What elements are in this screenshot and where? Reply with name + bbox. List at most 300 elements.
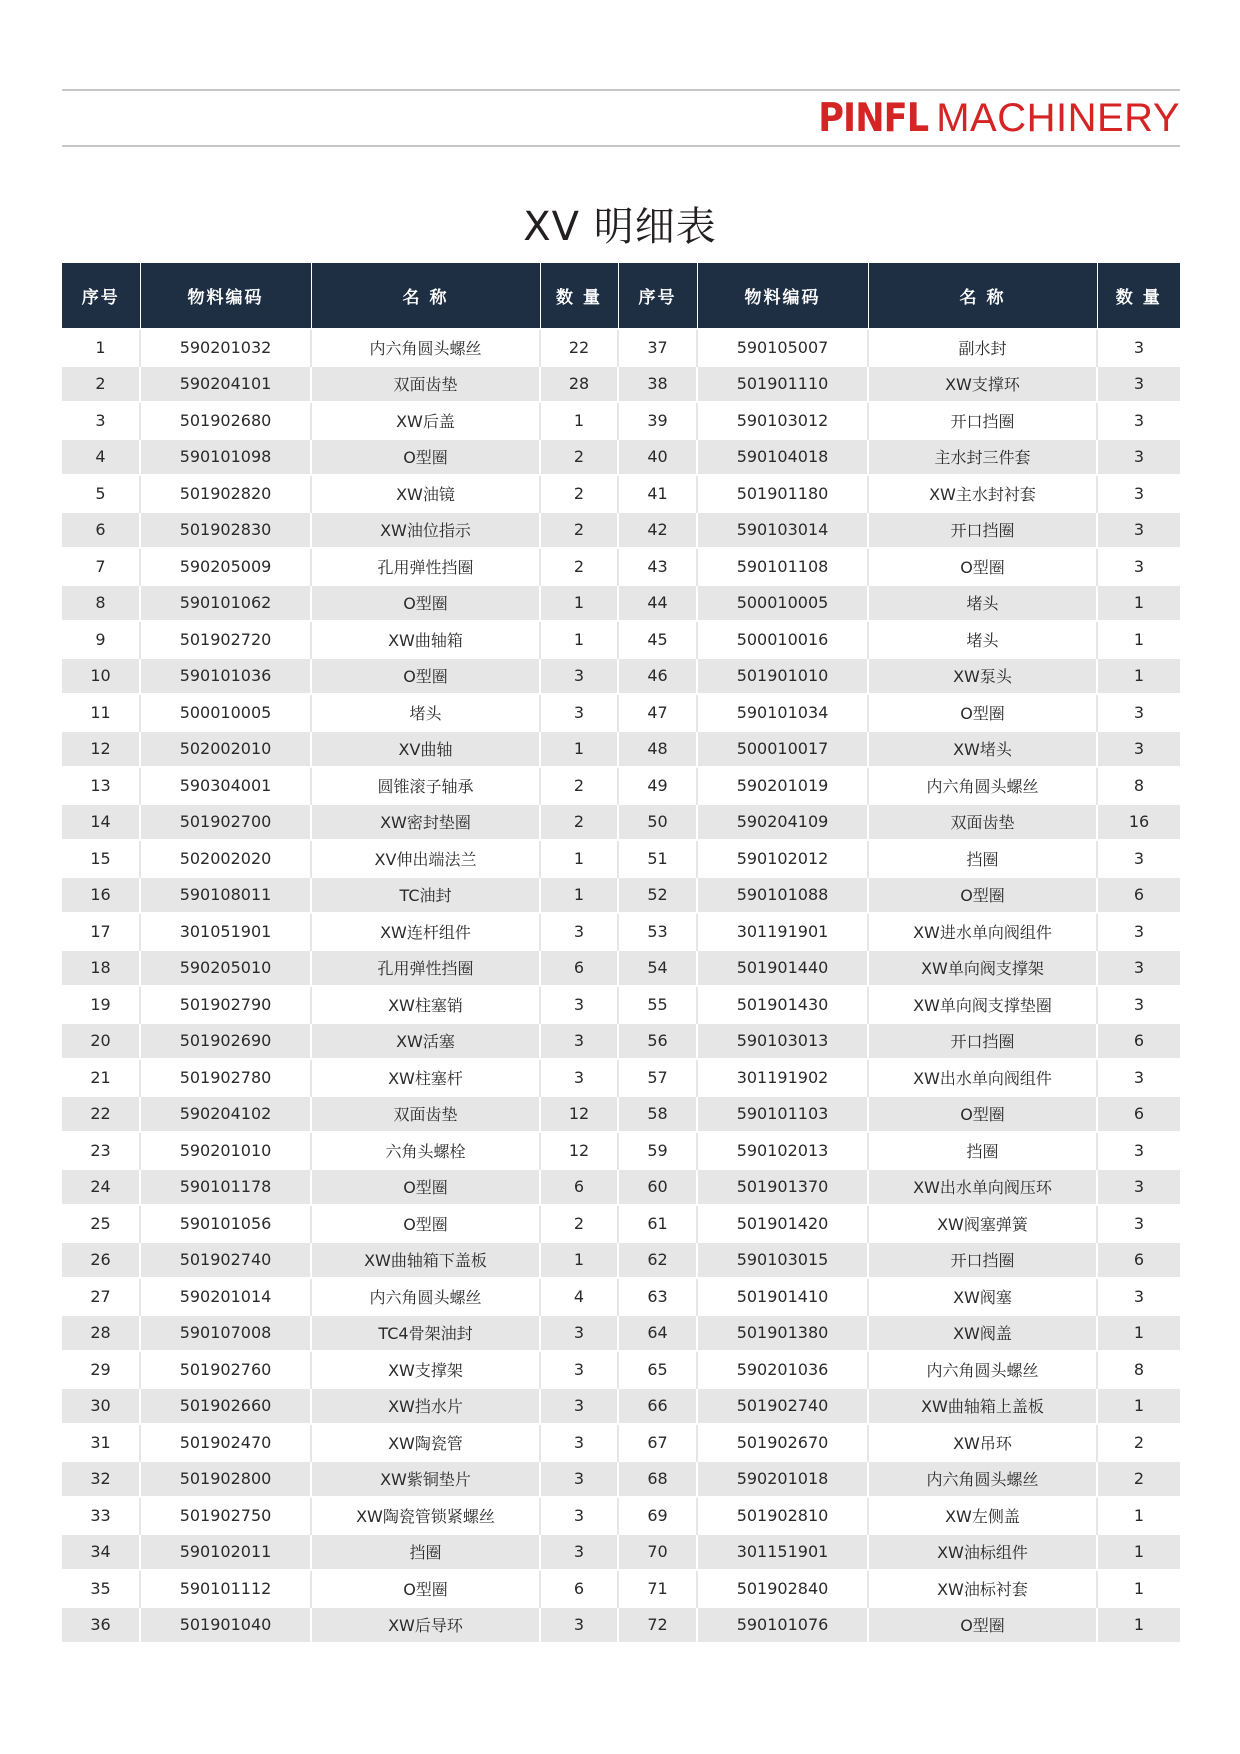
cell-code-2: 590101088 xyxy=(697,877,868,914)
cell-name: XW曲轴箱 xyxy=(311,621,540,658)
cell-index: 18 xyxy=(62,950,140,987)
cell-code: 501902760 xyxy=(140,1351,311,1388)
cell-code: 502002020 xyxy=(140,840,311,877)
cell-index-2: 59 xyxy=(618,1132,697,1169)
cell-code: 590101056 xyxy=(140,1205,311,1242)
cell-qty-2: 3 xyxy=(1097,512,1180,549)
table-row xyxy=(62,329,1180,366)
table-row xyxy=(62,1023,1180,1060)
cell-name: O型圈 xyxy=(311,1205,540,1242)
cell-code-2: 501901380 xyxy=(697,1315,868,1352)
cell-name: XV曲轴 xyxy=(311,731,540,768)
cell-index-2: 70 xyxy=(618,1534,697,1571)
cell-name-2: O型圈 xyxy=(868,1096,1097,1133)
cell-index-2: 49 xyxy=(618,767,697,804)
cell-code: 501902700 xyxy=(140,804,311,841)
cell-qty-2: 3 xyxy=(1097,475,1180,512)
cell-index: 3 xyxy=(62,402,140,439)
cell-code-2: 301191902 xyxy=(697,1059,868,1096)
cell-index-2: 57 xyxy=(618,1059,697,1096)
cell-index-2: 43 xyxy=(618,548,697,585)
cell-qty: 3 xyxy=(540,1607,618,1643)
cell-code-2: 590102013 xyxy=(697,1132,868,1169)
cell-qty: 2 xyxy=(540,512,618,549)
cell-index-2: 47 xyxy=(618,694,697,731)
cell-qty-2: 2 xyxy=(1097,1461,1180,1498)
cell-name-2: XW单向阀支撑架 xyxy=(868,950,1097,987)
table-row xyxy=(62,1278,1180,1315)
cell-name-2: O型圈 xyxy=(868,877,1097,914)
cell-qty-2: 1 xyxy=(1097,1534,1180,1571)
cell-code: 590101112 xyxy=(140,1570,311,1607)
header-rule-top xyxy=(62,89,1180,91)
cell-index: 36 xyxy=(62,1607,140,1643)
cell-code: 590101098 xyxy=(140,439,311,476)
cell-name: XW油镜 xyxy=(311,475,540,512)
cell-qty-2: 3 xyxy=(1097,1132,1180,1169)
cell-code: 502002010 xyxy=(140,731,311,768)
cell-name-2: XW主水封衬套 xyxy=(868,475,1097,512)
cell-index-2: 53 xyxy=(618,913,697,950)
cell-qty-2: 1 xyxy=(1097,621,1180,658)
cell-qty: 12 xyxy=(540,1132,618,1169)
cell-index: 25 xyxy=(62,1205,140,1242)
cell-index: 4 xyxy=(62,439,140,476)
cell-qty: 1 xyxy=(540,621,618,658)
cell-index: 15 xyxy=(62,840,140,877)
cell-code-2: 590103015 xyxy=(697,1242,868,1279)
cell-index: 34 xyxy=(62,1534,140,1571)
cell-qty-2: 3 xyxy=(1097,439,1180,476)
cell-index-2: 58 xyxy=(618,1096,697,1133)
cell-qty: 1 xyxy=(540,402,618,439)
cell-qty-2: 6 xyxy=(1097,1096,1180,1133)
cell-name: XW后盖 xyxy=(311,402,540,439)
cell-qty-2: 3 xyxy=(1097,548,1180,585)
cell-index: 17 xyxy=(62,913,140,950)
cell-index: 24 xyxy=(62,1169,140,1206)
cell-code: 590101178 xyxy=(140,1169,311,1206)
table-row xyxy=(62,621,1180,658)
cell-qty-2: 3 xyxy=(1097,1205,1180,1242)
cell-name: 圆锥滚子轴承 xyxy=(311,767,540,804)
cell-code-2: 501901440 xyxy=(697,950,868,987)
cell-code: 501901040 xyxy=(140,1607,311,1643)
col-header-qty-2: 数 量 xyxy=(1097,263,1180,329)
cell-index: 10 xyxy=(62,658,140,695)
cell-index-2: 64 xyxy=(618,1315,697,1352)
cell-name: XW油位指示 xyxy=(311,512,540,549)
cell-index: 16 xyxy=(62,877,140,914)
table-row xyxy=(62,366,1180,403)
cell-index-2: 46 xyxy=(618,658,697,695)
parts-table xyxy=(62,263,1180,1642)
cell-qty: 6 xyxy=(540,1570,618,1607)
cell-name-2: 堵头 xyxy=(868,585,1097,622)
cell-index-2: 67 xyxy=(618,1424,697,1461)
cell-name: XV伸出端法兰 xyxy=(311,840,540,877)
cell-name-2: O型圈 xyxy=(868,1607,1097,1643)
cell-code-2: 501901430 xyxy=(697,986,868,1023)
brand-logo: PINFL xyxy=(818,95,929,141)
cell-index: 35 xyxy=(62,1570,140,1607)
cell-qty: 1 xyxy=(540,877,618,914)
cell-code: 501902690 xyxy=(140,1023,311,1060)
cell-code: 590205010 xyxy=(140,950,311,987)
col-header-name-2: 名 称 xyxy=(868,263,1097,329)
cell-index: 21 xyxy=(62,1059,140,1096)
cell-name-2: 双面齿垫 xyxy=(868,804,1097,841)
cell-code-2: 500010016 xyxy=(697,621,868,658)
cell-code: 590201010 xyxy=(140,1132,311,1169)
table-row xyxy=(62,1315,1180,1352)
cell-index-2: 68 xyxy=(618,1461,697,1498)
cell-index: 7 xyxy=(62,548,140,585)
cell-index: 29 xyxy=(62,1351,140,1388)
cell-name-2: 开口挡圈 xyxy=(868,1242,1097,1279)
cell-code: 501902780 xyxy=(140,1059,311,1096)
cell-index: 9 xyxy=(62,621,140,658)
cell-name: XW陶瓷管 xyxy=(311,1424,540,1461)
cell-code: 590204102 xyxy=(140,1096,311,1133)
cell-qty: 2 xyxy=(540,1205,618,1242)
cell-name: 内六角圆头螺丝 xyxy=(311,329,540,366)
cell-name: XW紫铜垫片 xyxy=(311,1461,540,1498)
cell-qty: 3 xyxy=(540,1351,618,1388)
cell-index-2: 40 xyxy=(618,439,697,476)
cell-index: 12 xyxy=(62,731,140,768)
cell-code-2: 590101108 xyxy=(697,548,868,585)
cell-name-2: 挡圈 xyxy=(868,840,1097,877)
cell-index: 14 xyxy=(62,804,140,841)
cell-qty: 3 xyxy=(540,658,618,695)
table-row xyxy=(62,548,1180,585)
cell-qty-2: 8 xyxy=(1097,1351,1180,1388)
cell-code: 501902790 xyxy=(140,986,311,1023)
cell-code-2: 301151901 xyxy=(697,1534,868,1571)
cell-name-2: XW左侧盖 xyxy=(868,1497,1097,1534)
cell-code: 590304001 xyxy=(140,767,311,804)
cell-code-2: 500010005 xyxy=(697,585,868,622)
table-row xyxy=(62,1461,1180,1498)
cell-index: 6 xyxy=(62,512,140,549)
cell-index-2: 41 xyxy=(618,475,697,512)
cell-qty-2: 1 xyxy=(1097,1570,1180,1607)
cell-qty-2: 3 xyxy=(1097,913,1180,950)
cell-qty-2: 1 xyxy=(1097,1497,1180,1534)
cell-qty-2: 3 xyxy=(1097,366,1180,403)
table-row xyxy=(62,512,1180,549)
cell-name-2: XW油标衬套 xyxy=(868,1570,1097,1607)
cell-code: 590201014 xyxy=(140,1278,311,1315)
cell-index: 2 xyxy=(62,366,140,403)
table-header-row xyxy=(62,263,1180,329)
table-row xyxy=(62,1351,1180,1388)
cell-qty: 3 xyxy=(540,1534,618,1571)
cell-index: 19 xyxy=(62,986,140,1023)
cell-qty: 3 xyxy=(540,694,618,731)
table-row xyxy=(62,402,1180,439)
cell-code-2: 501902840 xyxy=(697,1570,868,1607)
cell-name: XW支撑架 xyxy=(311,1351,540,1388)
cell-index: 27 xyxy=(62,1278,140,1315)
cell-qty-2: 6 xyxy=(1097,1023,1180,1060)
cell-index-2: 42 xyxy=(618,512,697,549)
cell-index-2: 44 xyxy=(618,585,697,622)
cell-code-2: 501901110 xyxy=(697,366,868,403)
cell-index-2: 45 xyxy=(618,621,697,658)
cell-code: 501902800 xyxy=(140,1461,311,1498)
cell-name-2: 堵头 xyxy=(868,621,1097,658)
cell-qty: 3 xyxy=(540,986,618,1023)
table-row xyxy=(62,804,1180,841)
cell-index-2: 38 xyxy=(618,366,697,403)
cell-name-2: XW泵头 xyxy=(868,658,1097,695)
cell-name: XW曲轴箱下盖板 xyxy=(311,1242,540,1279)
cell-qty-2: 3 xyxy=(1097,1059,1180,1096)
cell-qty-2: 1 xyxy=(1097,658,1180,695)
cell-qty-2: 3 xyxy=(1097,329,1180,366)
cell-qty-2: 6 xyxy=(1097,877,1180,914)
cell-code-2: 501901010 xyxy=(697,658,868,695)
col-header-index: 序号 xyxy=(62,263,140,329)
cell-qty: 2 xyxy=(540,439,618,476)
cell-name-2: 开口挡圈 xyxy=(868,1023,1097,1060)
cell-code: 590204101 xyxy=(140,366,311,403)
cell-qty-2: 1 xyxy=(1097,585,1180,622)
cell-index-2: 62 xyxy=(618,1242,697,1279)
cell-name-2: XW阀塞 xyxy=(868,1278,1097,1315)
cell-code-2: 501901410 xyxy=(697,1278,868,1315)
cell-code: 590101036 xyxy=(140,658,311,695)
cell-name-2: XW单向阀支撑垫圈 xyxy=(868,986,1097,1023)
table-row xyxy=(62,767,1180,804)
cell-name: O型圈 xyxy=(311,1169,540,1206)
cell-index: 20 xyxy=(62,1023,140,1060)
cell-qty-2: 3 xyxy=(1097,694,1180,731)
table-row xyxy=(62,877,1180,914)
cell-name: 堵头 xyxy=(311,694,540,731)
cell-qty: 2 xyxy=(540,548,618,585)
table-row xyxy=(62,1169,1180,1206)
cell-name-2: 主水封三件套 xyxy=(868,439,1097,476)
table-row xyxy=(62,658,1180,695)
cell-name-2: O型圈 xyxy=(868,694,1097,731)
cell-qty: 6 xyxy=(540,950,618,987)
cell-code: 501902750 xyxy=(140,1497,311,1534)
cell-name-2: XW出水单向阀压环 xyxy=(868,1169,1097,1206)
cell-code: 590108011 xyxy=(140,877,311,914)
cell-qty-2: 1 xyxy=(1097,1607,1180,1643)
cell-name-2: 挡圈 xyxy=(868,1132,1097,1169)
cell-qty: 3 xyxy=(540,1023,618,1060)
cell-index-2: 54 xyxy=(618,950,697,987)
cell-name: XW陶瓷管锁紧螺丝 xyxy=(311,1497,540,1534)
cell-index-2: 37 xyxy=(618,329,697,366)
cell-name-2: XW曲轴箱上盖板 xyxy=(868,1388,1097,1425)
table-row xyxy=(62,1096,1180,1133)
cell-code-2: 590104018 xyxy=(697,439,868,476)
cell-index: 13 xyxy=(62,767,140,804)
table-row xyxy=(62,986,1180,1023)
cell-index: 22 xyxy=(62,1096,140,1133)
cell-index-2: 66 xyxy=(618,1388,697,1425)
cell-name-2: XW油标组件 xyxy=(868,1534,1097,1571)
cell-qty-2: 6 xyxy=(1097,1242,1180,1279)
cell-index-2: 52 xyxy=(618,877,697,914)
cell-code: 501902680 xyxy=(140,402,311,439)
table-row xyxy=(62,1570,1180,1607)
table-row xyxy=(62,1242,1180,1279)
cell-code: 590101062 xyxy=(140,585,311,622)
cell-name: O型圈 xyxy=(311,658,540,695)
cell-qty-2: 3 xyxy=(1097,986,1180,1023)
cell-code-2: 590201019 xyxy=(697,767,868,804)
cell-index-2: 71 xyxy=(618,1570,697,1607)
cell-name-2: XW支撑环 xyxy=(868,366,1097,403)
cell-name: TC油封 xyxy=(311,877,540,914)
cell-name-2: XW吊环 xyxy=(868,1424,1097,1461)
cell-code-2: 301191901 xyxy=(697,913,868,950)
cell-name-2: XW出水单向阀组件 xyxy=(868,1059,1097,1096)
cell-index-2: 55 xyxy=(618,986,697,1023)
cell-name: XW活塞 xyxy=(311,1023,540,1060)
cell-code: 301051901 xyxy=(140,913,311,950)
cell-qty: 4 xyxy=(540,1278,618,1315)
cell-code: 590205009 xyxy=(140,548,311,585)
cell-index: 26 xyxy=(62,1242,140,1279)
cell-index-2: 48 xyxy=(618,731,697,768)
cell-qty: 3 xyxy=(540,1388,618,1425)
cell-qty-2: 2 xyxy=(1097,1424,1180,1461)
cell-name-2: 内六角圆头螺丝 xyxy=(868,1351,1097,1388)
cell-code: 501902470 xyxy=(140,1424,311,1461)
cell-index-2: 69 xyxy=(618,1497,697,1534)
cell-code-2: 590201036 xyxy=(697,1351,868,1388)
cell-code: 500010005 xyxy=(140,694,311,731)
cell-name: 双面齿垫 xyxy=(311,366,540,403)
cell-name: TC4骨架油封 xyxy=(311,1315,540,1352)
cell-code-2: 590105007 xyxy=(697,329,868,366)
cell-qty: 3 xyxy=(540,1315,618,1352)
table-row xyxy=(62,694,1180,731)
cell-index: 8 xyxy=(62,585,140,622)
brand-wordmark: MACHINERY xyxy=(936,95,1180,140)
cell-qty-2: 16 xyxy=(1097,804,1180,841)
cell-code-2: 590101076 xyxy=(697,1607,868,1643)
cell-code: 501902820 xyxy=(140,475,311,512)
cell-code-2: 500010017 xyxy=(697,731,868,768)
cell-qty-2: 3 xyxy=(1097,840,1180,877)
cell-name: XW连杆组件 xyxy=(311,913,540,950)
cell-name-2: 内六角圆头螺丝 xyxy=(868,1461,1097,1498)
cell-code-2: 501902810 xyxy=(697,1497,868,1534)
cell-qty: 12 xyxy=(540,1096,618,1133)
table-row xyxy=(62,913,1180,950)
cell-code: 590107008 xyxy=(140,1315,311,1352)
cell-name-2: XW阀盖 xyxy=(868,1315,1097,1352)
table-row xyxy=(62,1534,1180,1571)
cell-code-2: 501902670 xyxy=(697,1424,868,1461)
cell-code: 501902720 xyxy=(140,621,311,658)
cell-name: 双面齿垫 xyxy=(311,1096,540,1133)
cell-index-2: 50 xyxy=(618,804,697,841)
page-title: XV 明细表 xyxy=(523,204,717,250)
cell-qty-2: 1 xyxy=(1097,1388,1180,1425)
cell-name: XW挡水片 xyxy=(311,1388,540,1425)
cell-code-2: 501902740 xyxy=(697,1388,868,1425)
cell-index: 32 xyxy=(62,1461,140,1498)
cell-index: 30 xyxy=(62,1388,140,1425)
cell-name: O型圈 xyxy=(311,585,540,622)
cell-qty-2: 3 xyxy=(1097,731,1180,768)
cell-qty: 3 xyxy=(540,1424,618,1461)
cell-name: 孔用弹性挡圈 xyxy=(311,950,540,987)
table-row xyxy=(62,1497,1180,1534)
cell-index-2: 61 xyxy=(618,1205,697,1242)
cell-name: XW柱塞销 xyxy=(311,986,540,1023)
cell-qty: 3 xyxy=(540,1461,618,1498)
cell-qty-2: 3 xyxy=(1097,1278,1180,1315)
cell-index: 11 xyxy=(62,694,140,731)
table-row xyxy=(62,731,1180,768)
cell-code: 501902740 xyxy=(140,1242,311,1279)
cell-index-2: 51 xyxy=(618,840,697,877)
table-row xyxy=(62,475,1180,512)
cell-name-2: 开口挡圈 xyxy=(868,402,1097,439)
cell-qty: 2 xyxy=(540,804,618,841)
cell-name: XW密封垫圈 xyxy=(311,804,540,841)
cell-index-2: 72 xyxy=(618,1607,697,1643)
table-row xyxy=(62,1132,1180,1169)
cell-qty: 3 xyxy=(540,913,618,950)
cell-code-2: 501901420 xyxy=(697,1205,868,1242)
cell-qty: 1 xyxy=(540,840,618,877)
header-rule-bottom xyxy=(62,145,1180,147)
cell-qty: 1 xyxy=(540,731,618,768)
cell-code-2: 590103012 xyxy=(697,402,868,439)
table-row xyxy=(62,950,1180,987)
col-header-code-2: 物料编码 xyxy=(697,263,868,329)
cell-code-2: 590101103 xyxy=(697,1096,868,1133)
cell-name: 内六角圆头螺丝 xyxy=(311,1278,540,1315)
cell-qty: 1 xyxy=(540,585,618,622)
cell-qty: 2 xyxy=(540,767,618,804)
cell-qty: 3 xyxy=(540,1059,618,1096)
cell-index-2: 39 xyxy=(618,402,697,439)
cell-qty: 3 xyxy=(540,1497,618,1534)
cell-code-2: 590201018 xyxy=(697,1461,868,1498)
cell-qty-2: 3 xyxy=(1097,950,1180,987)
table-row xyxy=(62,840,1180,877)
cell-qty-2: 3 xyxy=(1097,1169,1180,1206)
cell-index: 28 xyxy=(62,1315,140,1352)
cell-name: XW柱塞杆 xyxy=(311,1059,540,1096)
cell-index-2: 60 xyxy=(618,1169,697,1206)
cell-code-2: 501901180 xyxy=(697,475,868,512)
cell-qty: 28 xyxy=(540,366,618,403)
cell-qty: 1 xyxy=(540,1242,618,1279)
table-row xyxy=(62,439,1180,476)
cell-name: 六角头螺栓 xyxy=(311,1132,540,1169)
cell-name-2: 开口挡圈 xyxy=(868,512,1097,549)
cell-name: XW后导环 xyxy=(311,1607,540,1643)
cell-code: 590201032 xyxy=(140,329,311,366)
col-header-index-2: 序号 xyxy=(618,263,697,329)
table-row xyxy=(62,1205,1180,1242)
cell-code-2: 501901370 xyxy=(697,1169,868,1206)
cell-qty: 6 xyxy=(540,1169,618,1206)
